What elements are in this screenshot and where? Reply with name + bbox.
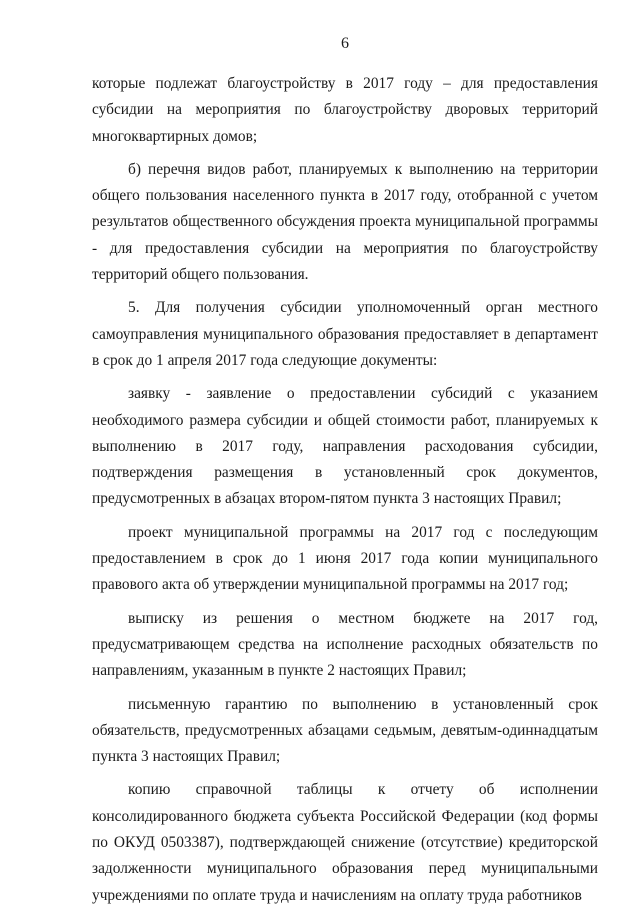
paragraph-application: заявку - заявление о предоставлении субсидий с указанием необходимого размера субсидии и общей стоимости работ, планируемых к выполнению в 2017 году, направления расходования субсидии, подтверждения размещения в установленный срок документов, предусмотренных в абзацах втором-пятом пункта 3 настоящих Правил; [92,385,598,508]
paragraph-written-guarantee: письменную гарантию по выполнению в установленный срок обязательств, предусмотренных абзацами седьмым, девятым-одиннадцатым пункта 3 настоящих Правил; [92,695,598,766]
paragraph-b-list-of-works: б) перечня видов работ, планируемых к выполнению на территории общего пользования населенного пункта в 2017 году, отобранной с учетом результатов общественного обсуждения проекта муниципальной программы - для предоставления субсидии на мероприятия по благоустройству территорий общего пользования. [92,160,598,284]
paragraph-continuation: которые подлежат благоустройству в 2017 году – для предоставления субсидии на мероприятия по благоустройству дворовых территорий многоквартирных домов; [92,75,598,145]
paragraph-5-documents: 5. Для получения субсидии уполномоченный орган местного самоуправления муниципального образования предоставляет в департамент в срок до 1 апреля 2017 года следующие документы: [92,299,598,369]
page-number: 6 [341,35,349,52]
paragraph-reference-table-copy: копию справочной таблицы к отчету об исполнении консолидированного бюджета субъекта Российской Федерации (код формы по ОКУД 0503387), подтверждающей снижение (отсутствие) кредиторской задолженности муниципального образования перед муниципальными учреждениями по оплате труда и начислениям на оплату труда работников [92,781,598,904]
paragraph-program-draft: проект муниципальной программы на 2017 год с последующим предоставлением в срок до 1 июня 2017 года копии муниципального правового акта об утверждении муниципальной программы на 2017 год; [92,523,598,594]
paragraph-budget-extract: выписку из решения о местном бюджете на 2017 год, предусматривающем средства на исполнение расходных обязательств по направлениям, указанным в пункте 2 настоящих Правил; [92,609,598,680]
document-page [92,34,598,909]
